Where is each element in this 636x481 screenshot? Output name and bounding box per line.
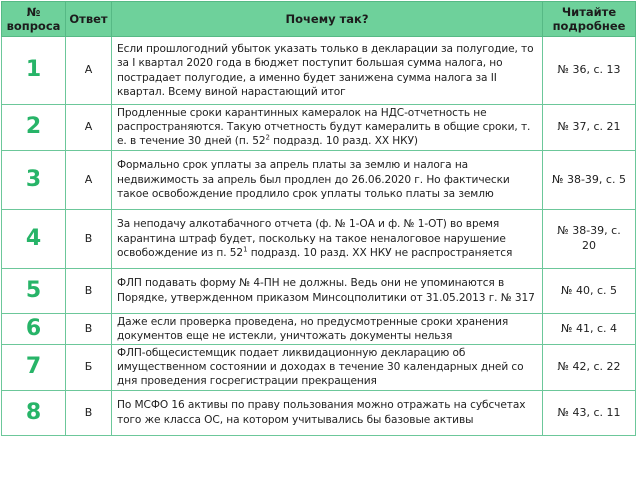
- answer-letter: А: [66, 105, 112, 151]
- answer-letter: Б: [66, 345, 112, 391]
- explanation: Если прошлогодний убыток указать только в декларации за полугодие, то за I квартал 2020 года в бюджет поступит большая сумма налога, но пострадает полугодие, а именно будет занижена сумма налога за II квартал. Всему виной нарастающий итог: [112, 37, 543, 105]
- explanation-text: подразд. 10 разд. XX НКУ): [269, 135, 418, 148]
- issue-reference: № 36, с. 13: [543, 37, 636, 105]
- question-number: 2: [2, 105, 66, 151]
- question-number: 1: [2, 37, 66, 105]
- issue-reference: № 38-39, с. 20: [543, 209, 636, 268]
- answer-letter: В: [66, 209, 112, 268]
- question-number: 6: [2, 313, 66, 344]
- question-number: 3: [2, 150, 66, 209]
- answer-letter: В: [66, 268, 112, 313]
- issue-reference: № 38-39, с. 5: [543, 150, 636, 209]
- table-row: [2, 105, 636, 151]
- explanation: [112, 209, 543, 268]
- answer-letter: В: [66, 390, 112, 435]
- table-row: [2, 37, 636, 105]
- table-row: [2, 268, 636, 313]
- answer-letter: В: [66, 313, 112, 344]
- table-header-row: [2, 2, 636, 37]
- table-row: [2, 345, 636, 391]
- header-question-number: № вопроса: [2, 2, 66, 37]
- answer-letter: А: [66, 37, 112, 105]
- explanation-text: Продленные сроки карантинных камералок на НДС-отчетность не распространяются. Такую отчетность будут камералить в общие сроки, т. е. в течение 30 дней (п. 52: [117, 107, 531, 148]
- table-row: [2, 313, 636, 344]
- header-answer: Ответ: [66, 2, 112, 37]
- table-row: [2, 209, 636, 268]
- question-number: 5: [2, 268, 66, 313]
- issue-reference: № 41, с. 4: [543, 313, 636, 344]
- answers-table: [1, 1, 636, 436]
- issue-reference: № 37, с. 21: [543, 105, 636, 151]
- table-row: [2, 390, 636, 435]
- header-read-more: Читайте подробнее: [543, 2, 636, 37]
- footnote-superscript: 1: [243, 245, 248, 254]
- question-number: 4: [2, 209, 66, 268]
- issue-reference: № 40, с. 5: [543, 268, 636, 313]
- issue-reference: № 43, с. 11: [543, 390, 636, 435]
- explanation-text: За неподачу алкотабачного отчета (ф. № 1-ОА и ф. № 1-ОТ) во время карантина штраф будет, поскольку на такое неналоговое нарушение освобождение из п. 52: [117, 218, 506, 259]
- explanation: Формально срок уплаты за апрель платы за землю и налога на недвижимость за апрель был продлен до 26.06.2020 г. Но фактически такое освобождение продлило срок уплаты только платы за землю: [112, 150, 543, 209]
- question-number: 7: [2, 345, 66, 391]
- explanation-text: подразд. 10 разд. XX НКУ не распространяется: [247, 246, 513, 259]
- table-row: [2, 150, 636, 209]
- explanation: ФЛП-общесистемщик подает ликвидационную декларацию об имущественном состоянии и доходах в течение 30 календарных дней со дня проведения госрегистрации прекращения: [112, 345, 543, 391]
- footnote-superscript: 2: [265, 133, 270, 142]
- question-number: 8: [2, 390, 66, 435]
- explanation: ФЛП подавать форму № 4-ПН не должны. Ведь они не упоминаются в Порядке, утвержденном приказом Минсоцполитики от 31.05.2013 г. № 317: [112, 268, 543, 313]
- explanation: Даже если проверка проведена, но предусмотренные сроки хранения документов еще не истекли, уничтожать документы нельзя: [112, 313, 543, 344]
- explanation: По МСФО 16 активы по праву пользования можно отражать на субсчетах того же класса ОС, на котором учитывались бы базовые активы: [112, 390, 543, 435]
- issue-reference: № 42, с. 22: [543, 345, 636, 391]
- header-why: Почему так?: [112, 2, 543, 37]
- answer-letter: А: [66, 150, 112, 209]
- explanation: [112, 105, 543, 151]
